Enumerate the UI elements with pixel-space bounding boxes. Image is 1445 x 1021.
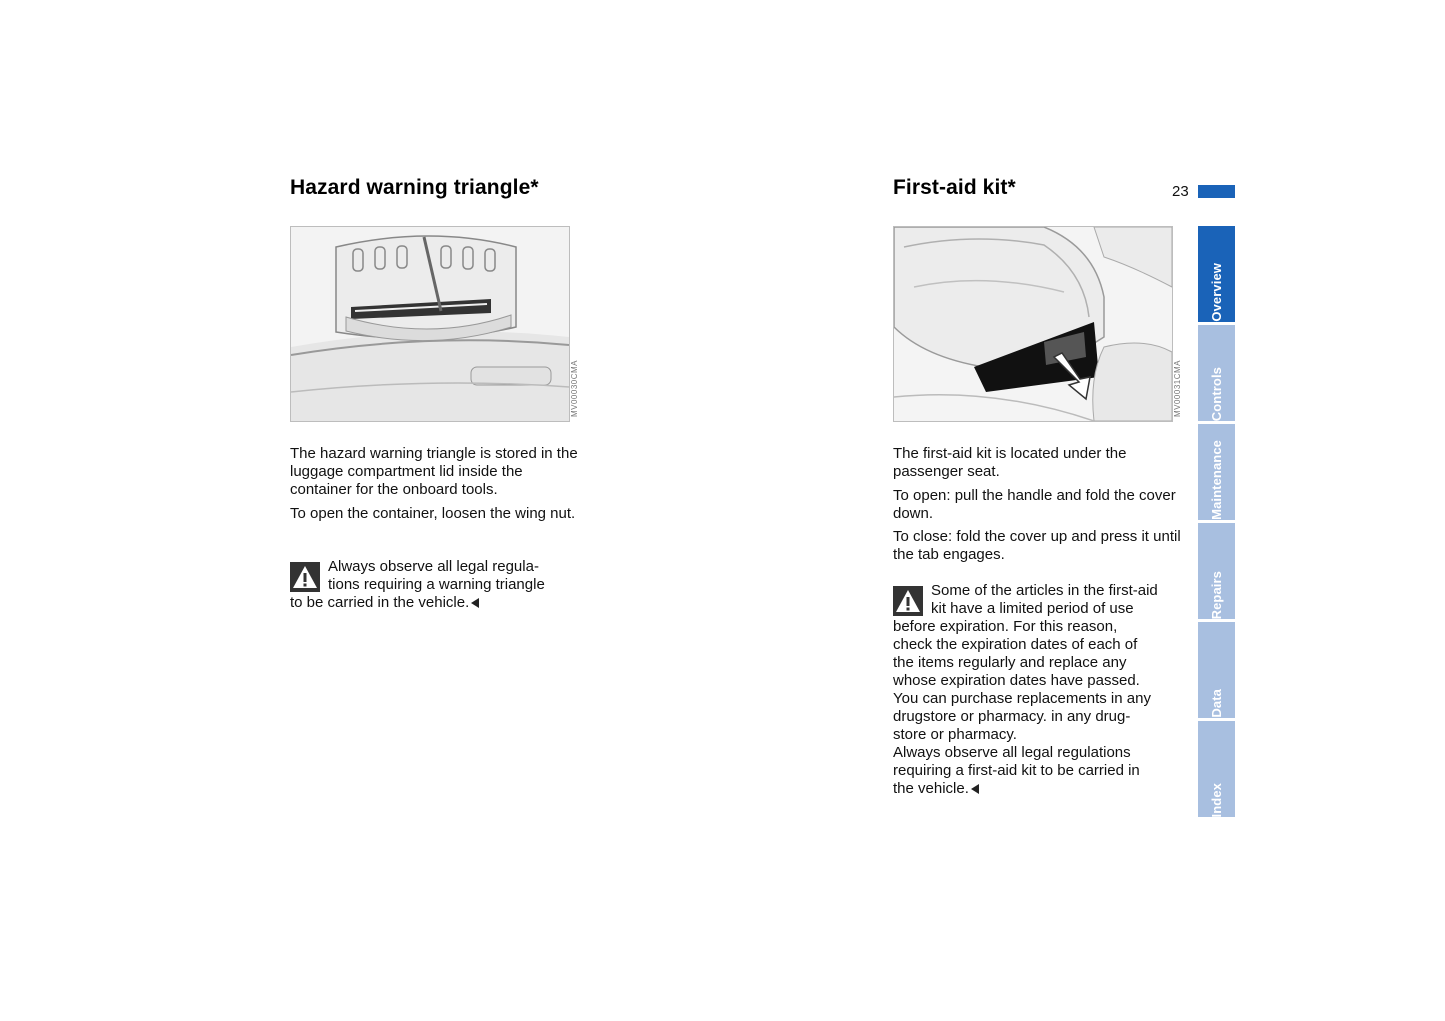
first-aid-paragraph-3: To close: fold the cover up and press it until the tab engages. <box>893 528 1181 563</box>
tab-repairs[interactable] <box>1198 523 1235 619</box>
first-aid-figure <box>893 226 1173 422</box>
hazard-paragraph-1: The hazard warning triangle is stored in the luggage compartment lid inside the container for the onboard tools. <box>290 445 578 498</box>
hazard-warning-line-3-wrap <box>290 594 590 612</box>
hazard-warning-text <box>290 558 590 612</box>
first-aid-warning-line-10: Always observe all legal regulations <box>893 744 1131 761</box>
tab-maintenance-label: Maintenance <box>1209 440 1224 520</box>
tab-data[interactable] <box>1198 622 1235 718</box>
tab-overview-label: Overview <box>1209 263 1224 322</box>
hazard-triangle-title: Hazard warning triangle* <box>290 176 539 199</box>
first-aid-warning-line-12-wrap <box>893 780 1193 798</box>
first-aid-warning-line-9: store or pharmacy. <box>893 726 1017 743</box>
first-aid-warning-line-1: Some of the articles in the first-aid <box>931 582 1158 599</box>
hazard-warning-line-1: Always observe all legal regula- <box>328 558 539 575</box>
first-aid-warning-line-12: the vehicle. <box>893 780 969 797</box>
hazard-paragraph-2: To open the container, loosen the wing nut. <box>290 505 576 522</box>
first-aid-warning-line-6: whose expiration dates have passed. <box>893 672 1140 689</box>
hazard-warning-line-2: tions requiring a warning triangle <box>328 576 545 593</box>
first-aid-warning-line-11: requiring a first-aid kit to be carried in <box>893 762 1140 779</box>
first-aid-warning-line-2: kit have a limited period of use <box>931 600 1134 617</box>
hazard-figure-code: MV00030CMA <box>570 360 579 418</box>
first-aid-warning-line-3: before expiration. For this reason, <box>893 618 1118 635</box>
trunk-lid-illustration <box>291 227 569 421</box>
tab-controls-label: Controls <box>1209 366 1224 421</box>
tab-index[interactable] <box>1198 721 1235 817</box>
seat-illustration <box>894 227 1172 421</box>
tab-overview[interactable] <box>1198 226 1235 322</box>
hazard-triangle-figure <box>290 226 570 422</box>
first-aid-paragraph-1: The first-aid kit is located under the passenger seat. <box>893 445 1127 480</box>
tab-maintenance[interactable] <box>1198 424 1235 520</box>
first-aid-warning-line-5: the items regularly and replace any <box>893 654 1127 671</box>
first-aid-title: First-aid kit* <box>893 176 1016 199</box>
hazard-warning-line-3: to be carried in the vehicle. <box>290 594 470 611</box>
tab-controls[interactable] <box>1198 325 1235 421</box>
tab-data-label: Data <box>1209 689 1224 718</box>
first-aid-warning-line-7: You can purchase replacements in any <box>893 690 1151 707</box>
end-of-section-icon <box>471 598 479 608</box>
first-aid-warning-line-4: check the expiration dates of each of <box>893 636 1138 653</box>
first-aid-paragraph-2: To open: pull the handle and fold the cover down. <box>893 487 1176 522</box>
page-number-bar <box>1198 185 1235 198</box>
page-number: 23 <box>1172 183 1189 200</box>
first-aid-warning-text <box>893 582 1193 798</box>
tab-repairs-label: Repairs <box>1209 570 1224 619</box>
end-of-section-icon <box>971 784 979 794</box>
first-aid-warning-line-8: drugstore or pharmacy. in any drug- <box>893 708 1131 725</box>
tab-index-label: Index <box>1209 782 1224 817</box>
first-aid-figure-code: MV00031CMA <box>1173 360 1182 418</box>
